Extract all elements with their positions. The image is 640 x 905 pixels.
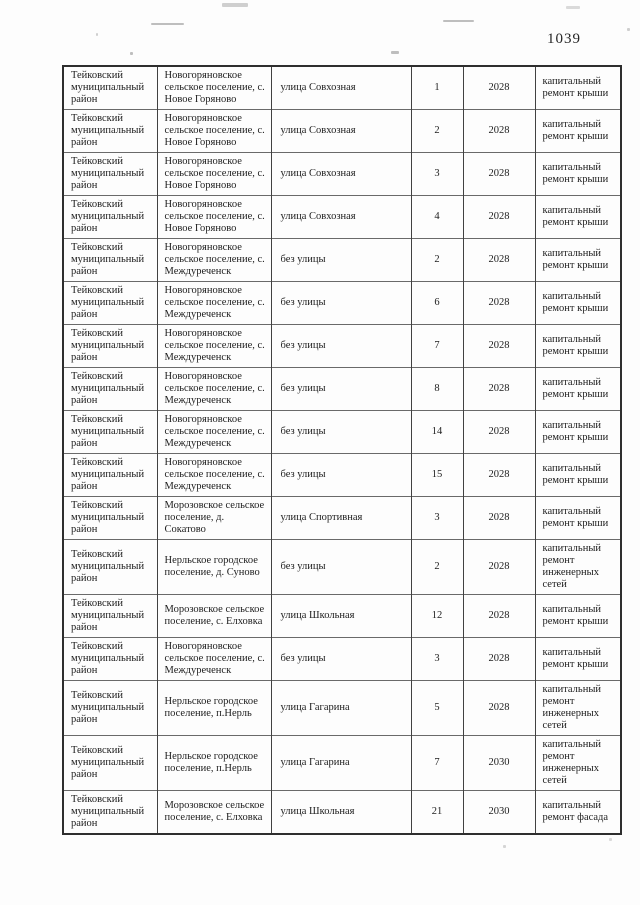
settlement-cell: Новогоряновское сельское поселение, с. Междуреченск (157, 411, 271, 454)
street-cell: улица Совхозная (271, 66, 411, 110)
year-cell: 2028 (463, 196, 535, 239)
year-cell: 2028 (463, 681, 535, 736)
settlement-cell: Новогоряновское сельское поселение, с. Междуреченск (157, 368, 271, 411)
house-number-cell: 7 (411, 325, 463, 368)
table-row (63, 282, 621, 325)
house-number-cell: 4 (411, 196, 463, 239)
street-cell: без улицы (271, 454, 411, 497)
table-row (63, 540, 621, 595)
scan-artifact (627, 28, 630, 31)
work-type-cell: капитальный ремонт крыши (535, 595, 621, 638)
district-cell: Тейковский муниципальный район (63, 411, 157, 454)
scan-artifact (609, 838, 612, 841)
work-type-cell: капитальный ремонт крыши (535, 282, 621, 325)
settlement-cell: Нерльское городское поселение, п.Нерль (157, 736, 271, 791)
work-type-cell: капитальный ремонт крыши (535, 110, 621, 153)
table-row (63, 411, 621, 454)
settlement-cell: Морозовское сельское поселение, д. Сокатово (157, 497, 271, 540)
street-cell: улица Гагарина (271, 681, 411, 736)
district-cell: Тейковский муниципальный район (63, 497, 157, 540)
table-row (63, 497, 621, 540)
settlement-cell: Новогоряновское сельское поселение, с. Новое Горяново (157, 196, 271, 239)
street-cell: без улицы (271, 282, 411, 325)
street-cell: улица Совхозная (271, 110, 411, 153)
work-type-cell: капитальный ремонт крыши (535, 66, 621, 110)
settlement-cell: Новогоряновское сельское поселение, с. Междуреченск (157, 239, 271, 282)
house-number-cell: 7 (411, 736, 463, 791)
district-cell: Тейковский муниципальный район (63, 791, 157, 835)
street-cell: без улицы (271, 638, 411, 681)
scan-artifact (222, 3, 248, 7)
year-cell: 2028 (463, 66, 535, 110)
year-cell: 2030 (463, 791, 535, 835)
table-row (63, 153, 621, 196)
table-row (63, 736, 621, 791)
year-cell: 2028 (463, 454, 535, 497)
work-type-cell: капитальный ремонт крыши (535, 325, 621, 368)
house-number-cell: 3 (411, 153, 463, 196)
district-cell: Тейковский муниципальный район (63, 196, 157, 239)
house-number-cell: 3 (411, 497, 463, 540)
scan-artifact (566, 6, 580, 9)
settlement-cell: Нерльское городское поселение, д. Суново (157, 540, 271, 595)
table-row (63, 239, 621, 282)
house-number-cell: 21 (411, 791, 463, 835)
settlement-cell: Нерльское городское поселение, п.Нерль (157, 681, 271, 736)
year-cell: 2028 (463, 595, 535, 638)
table-row (63, 368, 621, 411)
street-cell: без улицы (271, 540, 411, 595)
year-cell: 2030 (463, 736, 535, 791)
year-cell: 2028 (463, 540, 535, 595)
settlement-cell: Новогоряновское сельское поселение, с. Междуреченск (157, 282, 271, 325)
settlement-cell: Новогоряновское сельское поселение, с. Междуреченск (157, 325, 271, 368)
scan-artifact (130, 52, 133, 55)
table-row (63, 595, 621, 638)
work-type-cell: капитальный ремонт инженерных сетей (535, 736, 621, 791)
work-type-cell: капитальный ремонт крыши (535, 239, 621, 282)
scan-artifact (96, 33, 98, 36)
street-cell: улица Школьная (271, 595, 411, 638)
table-row (63, 638, 621, 681)
settlement-cell: Новогоряновское сельское поселение, с. Новое Горяново (157, 66, 271, 110)
repair-schedule-table-body (63, 66, 621, 834)
house-number-cell: 15 (411, 454, 463, 497)
work-type-cell: капитальный ремонт крыши (535, 196, 621, 239)
street-cell: без улицы (271, 368, 411, 411)
work-type-cell: капитальный ремонт крыши (535, 153, 621, 196)
work-type-cell: капитальный ремонт инженерных сетей (535, 540, 621, 595)
street-cell: улица Спортивная (271, 497, 411, 540)
work-type-cell: капитальный ремонт фасада (535, 791, 621, 835)
year-cell: 2028 (463, 153, 535, 196)
district-cell: Тейковский муниципальный район (63, 282, 157, 325)
settlement-cell: Новогоряновское сельское поселение, с. Междуреченск (157, 638, 271, 681)
year-cell: 2028 (463, 411, 535, 454)
settlement-cell: Новогоряновское сельское поселение, с. Новое Горяново (157, 110, 271, 153)
street-cell: без улицы (271, 239, 411, 282)
house-number-cell: 2 (411, 239, 463, 282)
settlement-cell: Новогоряновское сельское поселение, с. Новое Горяново (157, 153, 271, 196)
house-number-cell: 5 (411, 681, 463, 736)
district-cell: Тейковский муниципальный район (63, 110, 157, 153)
year-cell: 2028 (463, 239, 535, 282)
district-cell: Тейковский муниципальный район (63, 638, 157, 681)
table-row (63, 66, 621, 110)
settlement-cell: Морозовское сельское поселение, с. Елховка (157, 595, 271, 638)
repair-schedule-table (62, 65, 622, 835)
settlement-cell: Морозовское сельское поселение, с. Елховка (157, 791, 271, 835)
district-cell: Тейковский муниципальный район (63, 595, 157, 638)
district-cell: Тейковский муниципальный район (63, 454, 157, 497)
work-type-cell: капитальный ремонт крыши (535, 497, 621, 540)
district-cell: Тейковский муниципальный район (63, 681, 157, 736)
table-row (63, 196, 621, 239)
house-number-cell: 2 (411, 540, 463, 595)
house-number-cell: 6 (411, 282, 463, 325)
house-number-cell: 1 (411, 66, 463, 110)
year-cell: 2028 (463, 282, 535, 325)
street-cell: улица Школьная (271, 791, 411, 835)
district-cell: Тейковский муниципальный район (63, 540, 157, 595)
house-number-cell: 2 (411, 110, 463, 153)
scan-artifact (391, 51, 399, 54)
scan-artifact (503, 845, 506, 848)
year-cell: 2028 (463, 325, 535, 368)
district-cell: Тейковский муниципальный район (63, 368, 157, 411)
table-row (63, 325, 621, 368)
street-cell: улица Гагарина (271, 736, 411, 791)
district-cell: Тейковский муниципальный район (63, 153, 157, 196)
settlement-cell: Новогоряновское сельское поселение, с. Междуреченск (157, 454, 271, 497)
district-cell: Тейковский муниципальный район (63, 736, 157, 791)
district-cell: Тейковский муниципальный район (63, 325, 157, 368)
table-row (63, 681, 621, 736)
scan-artifact (443, 20, 474, 22)
page-number: 1039 (547, 31, 581, 47)
table-row (63, 110, 621, 153)
year-cell: 2028 (463, 368, 535, 411)
street-cell: улица Совхозная (271, 153, 411, 196)
street-cell: без улицы (271, 411, 411, 454)
house-number-cell: 14 (411, 411, 463, 454)
table-row (63, 791, 621, 835)
work-type-cell: капитальный ремонт крыши (535, 368, 621, 411)
street-cell: без улицы (271, 325, 411, 368)
street-cell: улица Совхозная (271, 196, 411, 239)
work-type-cell: капитальный ремонт инженерных сетей (535, 681, 621, 736)
house-number-cell: 12 (411, 595, 463, 638)
work-type-cell: капитальный ремонт крыши (535, 454, 621, 497)
work-type-cell: капитальный ремонт крыши (535, 411, 621, 454)
district-cell: Тейковский муниципальный район (71, 70, 145, 105)
year-cell: 2028 (463, 110, 535, 153)
scan-artifact (151, 23, 184, 25)
work-type-cell: капитальный ремонт крыши (535, 638, 621, 681)
year-cell: 2028 (463, 638, 535, 681)
house-number-cell: 8 (411, 368, 463, 411)
house-number-cell: 3 (411, 638, 463, 681)
table-row (63, 454, 621, 497)
district-cell: Тейковский муниципальный район (63, 239, 157, 282)
year-cell: 2028 (463, 497, 535, 540)
